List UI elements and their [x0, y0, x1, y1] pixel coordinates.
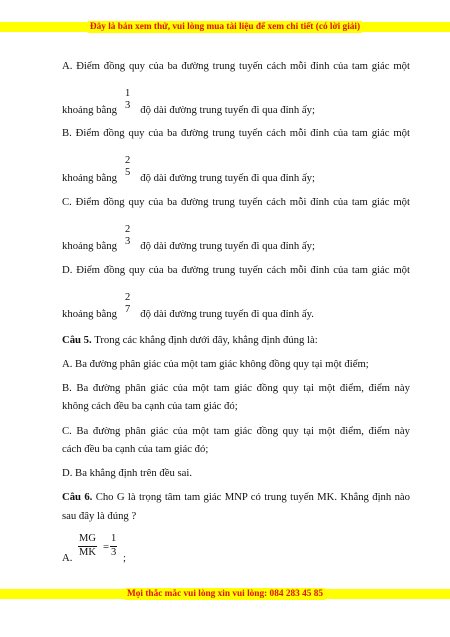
q4-option-a-line1: A. Điểm đồng quy của ba đường trung tuyến cách mỗi đỉnh của tam giác một [62, 60, 410, 72]
q5-option-c-line2: cách đều ba cạnh của tam giác đó; [62, 443, 209, 455]
q4-option-c-fraction: 2 3 [125, 224, 131, 247]
q4-option-a-fraction: 1 3 [125, 88, 131, 111]
header-notice: Đây là bản xem thử, vui lòng mua tài liệu để xem chi tiết (có lời giải) [0, 22, 450, 32]
q4-option-d-line2: khoảng bằng độ dài đường trung tuyến đi qua đỉnh ấy. [62, 308, 314, 320]
q6-option-a-lhs-fraction: MG MK [79, 533, 96, 558]
q5-option-b-line1: B. Ba đường phân giác của một tam giác đồng quy tại một điểm, điểm này [62, 382, 410, 394]
q6-label: Câu 6. [62, 491, 93, 503]
q6-stem-line1: Câu 6. Cho G là trọng tâm tam giác MNP có trung tuyến MK. Khẳng định nào [62, 491, 411, 503]
q5-option-b-line2: không cách đều ba cạnh của tam giác đó; [62, 400, 238, 412]
q6-option-a-end: ; [123, 552, 126, 564]
q4-option-a-line2: khoảng bằng độ dài đường trung tuyến đi qua đỉnh ấy; [62, 104, 315, 116]
q5-label: Câu 5. [62, 334, 92, 346]
q4-option-c-line2: khoảng bằng độ dài đường trung tuyến đi qua đỉnh ấy; [62, 240, 315, 252]
q6-option-a-equals: = [103, 541, 110, 553]
q5-option-d: D. Ba khẳng định trên đều sai. [62, 467, 193, 479]
q4-option-c-line1: C. Điểm đồng quy của ba đường trung tuyến cách mỗi đỉnh của tam giác một [62, 196, 410, 208]
q4-option-d-fraction: 2 7 [125, 292, 131, 315]
q5-stem: Câu 5. Trong các khẳng định dưới đây, khẳng định đúng là: [62, 334, 318, 346]
q4-option-d-line1: D. Điểm đồng quy của ba đường trung tuyến cách mỗi đỉnh của tam giác một [62, 264, 410, 276]
q4-option-b-line1: B. Điểm đồng quy của ba đường trung tuyến cách mỗi đỉnh của tam giác một [62, 127, 410, 139]
q5-option-a: A. Ba đường phân giác của một tam giác không đồng quy tại một điểm; [62, 358, 369, 370]
q6-stem-line2: sau đây là đúng ? [62, 510, 137, 522]
q4-option-b-fraction: 2 5 [125, 155, 131, 178]
footer-notice: Mọi thắc mắc vui lòng xin vui lòng: 084 283 45 85 [0, 589, 450, 599]
q5-option-c-line1: C. Ba đường phân giác của một tam giác đồng quy tại một điểm, điểm này [62, 425, 410, 437]
q6-option-a-label: A. [62, 552, 73, 564]
q6-option-a-rhs-fraction: 1 3 [111, 533, 117, 558]
q4-option-b-line2: khoảng bằng độ dài đường trung tuyến đi qua đỉnh ấy; [62, 172, 315, 184]
